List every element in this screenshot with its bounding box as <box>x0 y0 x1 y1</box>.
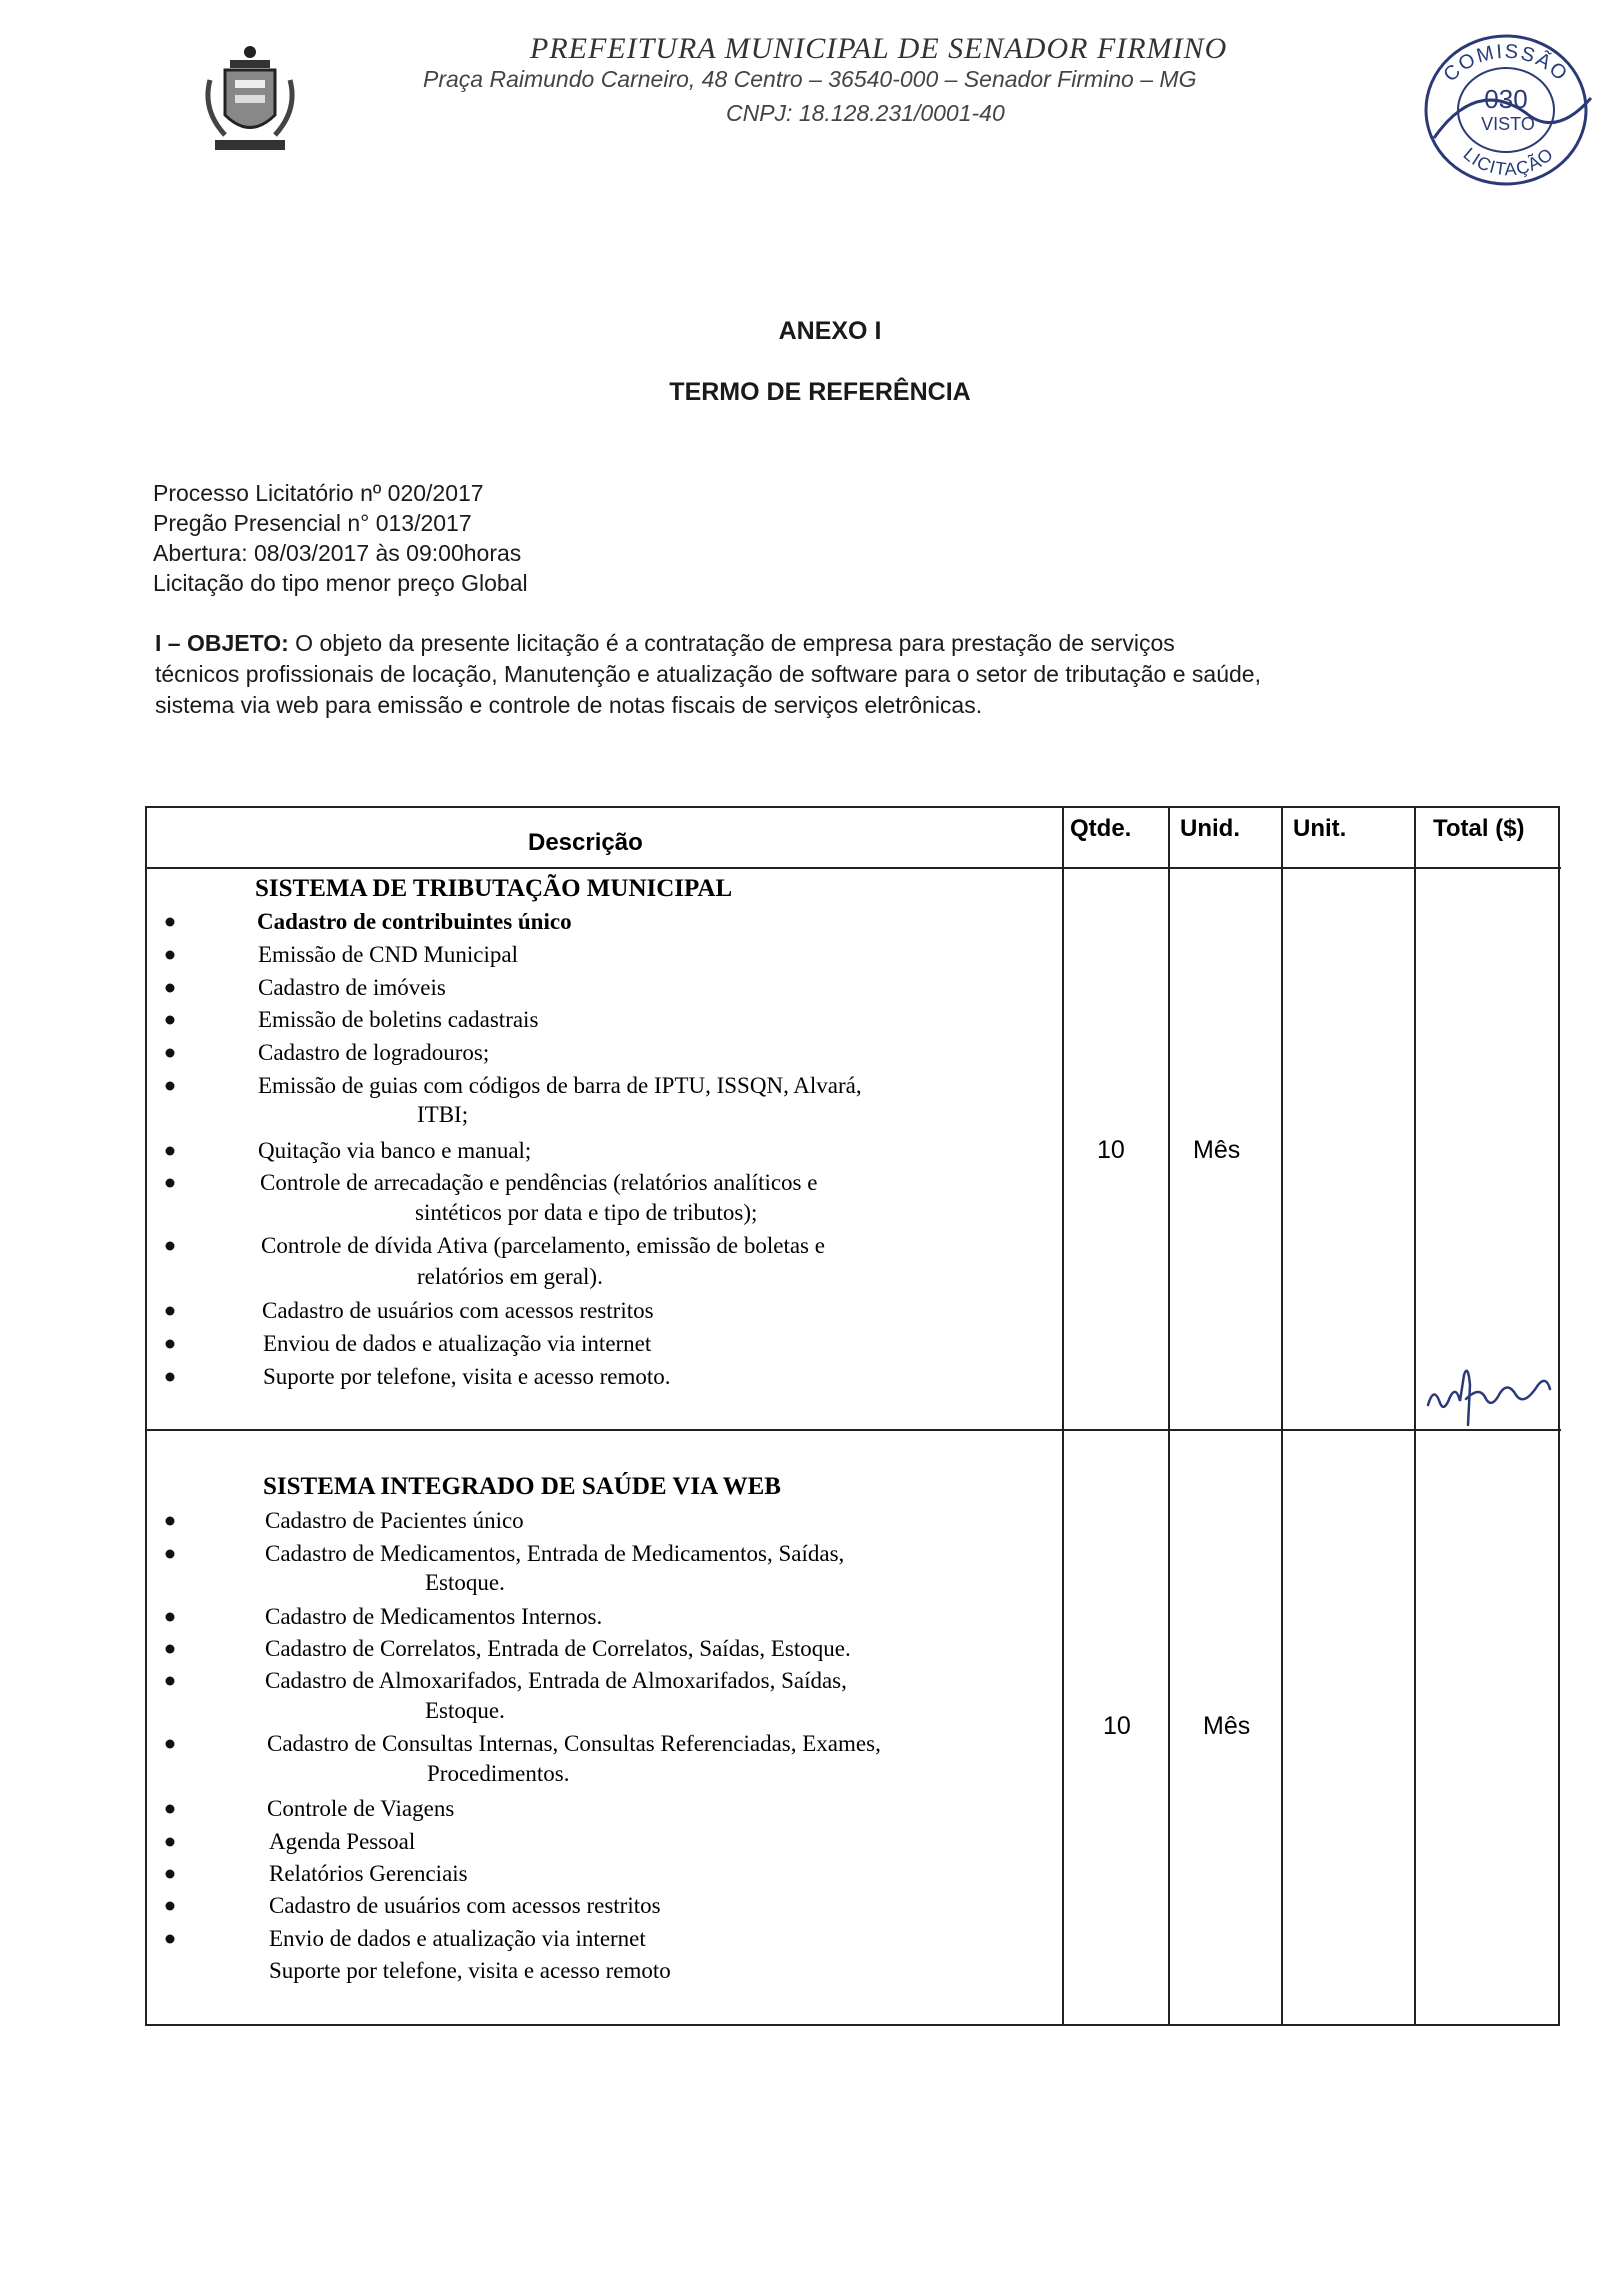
handwritten-signature <box>1420 1355 1555 1430</box>
list-item: Relatórios Gerenciais <box>269 1861 468 1886</box>
list-item: relatórios em geral). <box>417 1264 603 1289</box>
bullet-icon <box>166 1870 175 1879</box>
objeto-line-3: sistema via web para emissão e controle de notas fiscais de serviços eletrônicas. <box>155 692 983 718</box>
list-item: Cadastro de Consultas Internas, Consultas Referenciadas, Exames, <box>267 1731 881 1756</box>
process-number: Processo Licitatório nº 020/2017 <box>153 480 484 506</box>
bid-type: Licitação do tipo menor preço Global <box>153 570 528 596</box>
stamp-middle-text: VISTO <box>1481 114 1535 134</box>
list-item: Emissão de guias com códigos de barra de IPTU, ISSQN, Alvará, <box>258 1073 862 1098</box>
letterhead-cnpj: CNPJ: 18.128.231/0001-40 <box>726 100 1005 126</box>
reference-table <box>145 806 1561 2026</box>
bullet-icon <box>166 984 175 993</box>
list-item: Cadastro de Medicamentos, Entrada de Medicamentos, Saídas, <box>265 1541 845 1566</box>
list-item: Cadastro de contribuintes único <box>257 909 572 934</box>
objeto-line-2: técnicos profissionais de locação, Manutenção e atualização de software para o setor de tributação e saúde, <box>155 661 1261 687</box>
list-item: Cadastro de Almoxarifados, Entrada de Almoxarifados, Saídas, <box>265 1668 847 1693</box>
list-item: Cadastro de usuários com acessos restritos <box>269 1893 661 1918</box>
bullet-icon <box>166 1340 175 1349</box>
bullet-icon <box>166 1016 175 1025</box>
list-item: Suporte por telefone, visita e acesso remoto. <box>263 1364 671 1389</box>
bullet-icon <box>166 1147 175 1156</box>
header-descricao: Descrição <box>528 829 643 856</box>
list-item: Procedimentos. <box>427 1761 570 1786</box>
bullet-icon <box>166 1373 175 1382</box>
section-tributacao <box>166 874 862 1389</box>
list-item: Estoque. <box>425 1570 505 1595</box>
bullet-icon <box>166 1179 175 1188</box>
objeto-text-1: O objeto da presente licitação é a contratação de empresa para prestação de serviços <box>288 630 1175 656</box>
municipal-crest-icon <box>200 40 300 160</box>
list-item: Cadastro de imóveis <box>258 975 446 1000</box>
document-title: TERMO DE REFERÊNCIA <box>669 378 971 406</box>
header-total: Total ($) <box>1433 815 1525 842</box>
header-unid: Unid. <box>1180 815 1240 842</box>
bullet-icon <box>166 1645 175 1654</box>
section2-qtde: 10 <box>1103 1712 1131 1740</box>
list-item: Controle de Viagens <box>267 1796 455 1821</box>
list-item: Controle de dívida Ativa (parcelamento, emissão de boletas e <box>261 1233 825 1258</box>
letterhead-address: Praça Raimundo Carneiro, 48 Centro – 36540-000 – Senador Firmino – MG <box>423 66 1197 92</box>
bullet-icon <box>166 1550 175 1559</box>
svg-text:LICITAÇÃO <box>1460 144 1558 180</box>
objeto-line-1 <box>155 630 1175 657</box>
list-item: Cadastro de Pacientes único <box>265 1508 524 1533</box>
letterhead-name: PREFEITURA MUNICIPAL DE SENADOR FIRMINO <box>530 32 1228 65</box>
section1-qtde: 10 <box>1097 1136 1125 1164</box>
bullet-icon <box>166 1740 175 1749</box>
bullet-icon <box>166 1613 175 1622</box>
stamp-top-text: COMISSÃO <box>1439 40 1573 87</box>
objeto-label: I – OBJETO: <box>155 630 289 656</box>
list-item: Emissão de CND Municipal <box>258 942 518 967</box>
bullet-icon <box>166 1935 175 1944</box>
list-item: Cadastro de Medicamentos Internos. <box>265 1604 603 1629</box>
bullet-icon <box>166 1307 175 1316</box>
list-item: Envio de dados e atualização via internet <box>269 1926 646 1951</box>
bullet-icon <box>166 1902 175 1911</box>
bullet-icon <box>166 1517 175 1526</box>
header-qtde: Qtde. <box>1070 815 1132 842</box>
section1-unid: Mês <box>1193 1136 1241 1164</box>
list-item: Estoque. <box>425 1698 505 1723</box>
section2-unid: Mês <box>1203 1712 1251 1740</box>
list-item: Enviou de dados e atualização via internet <box>263 1331 652 1356</box>
bullet-icon <box>166 1049 175 1058</box>
list-item: Quitação via banco e manual; <box>258 1138 532 1163</box>
bullet-icon <box>166 1838 175 1847</box>
commission-stamp <box>1406 18 1600 188</box>
bullet-icon <box>166 918 175 927</box>
section-saude <box>166 1472 881 1983</box>
list-item: Cadastro de usuários com acessos restritos <box>262 1298 654 1323</box>
stamp-number: 030 <box>1484 84 1528 114</box>
svg-text:COMISSÃO <box>1440 41 1573 87</box>
list-item: ITBI; <box>417 1102 469 1127</box>
header-unit: Unit. <box>1293 815 1347 842</box>
section-title: SISTEMA DE TRIBUTAÇÃO MUNICIPAL <box>255 875 733 902</box>
bullet-icon <box>166 1677 175 1686</box>
list-item: Emissão de boletins cadastrais <box>258 1007 539 1032</box>
bullet-icon <box>166 951 175 960</box>
list-item: Suporte por telefone, visita e acesso remoto <box>269 1958 671 1983</box>
stamp-bottom-text: LICITAÇÃO <box>1459 143 1558 180</box>
list-item: Cadastro de logradouros; <box>258 1040 490 1065</box>
section-title: SISTEMA INTEGRADO DE SAÚDE VIA WEB <box>263 1473 781 1500</box>
opening-date: Abertura: 08/03/2017 às 09:00horas <box>153 540 522 566</box>
pregao-number: Pregão Presencial n° 013/2017 <box>153 510 472 536</box>
list-item: Agenda Pessoal <box>269 1829 416 1854</box>
list-item: Cadastro de Correlatos, Entrada de Correlatos, Saídas, Estoque. <box>265 1636 851 1661</box>
list-item: sintéticos por data e tipo de tributos); <box>415 1200 758 1225</box>
bullet-icon <box>166 1242 175 1251</box>
bullet-icon <box>166 1805 175 1814</box>
annex-heading: ANEXO I <box>778 317 882 345</box>
bullet-icon <box>166 1082 175 1091</box>
list-item: Controle de arrecadação e pendências (relatórios analíticos e <box>260 1170 818 1195</box>
